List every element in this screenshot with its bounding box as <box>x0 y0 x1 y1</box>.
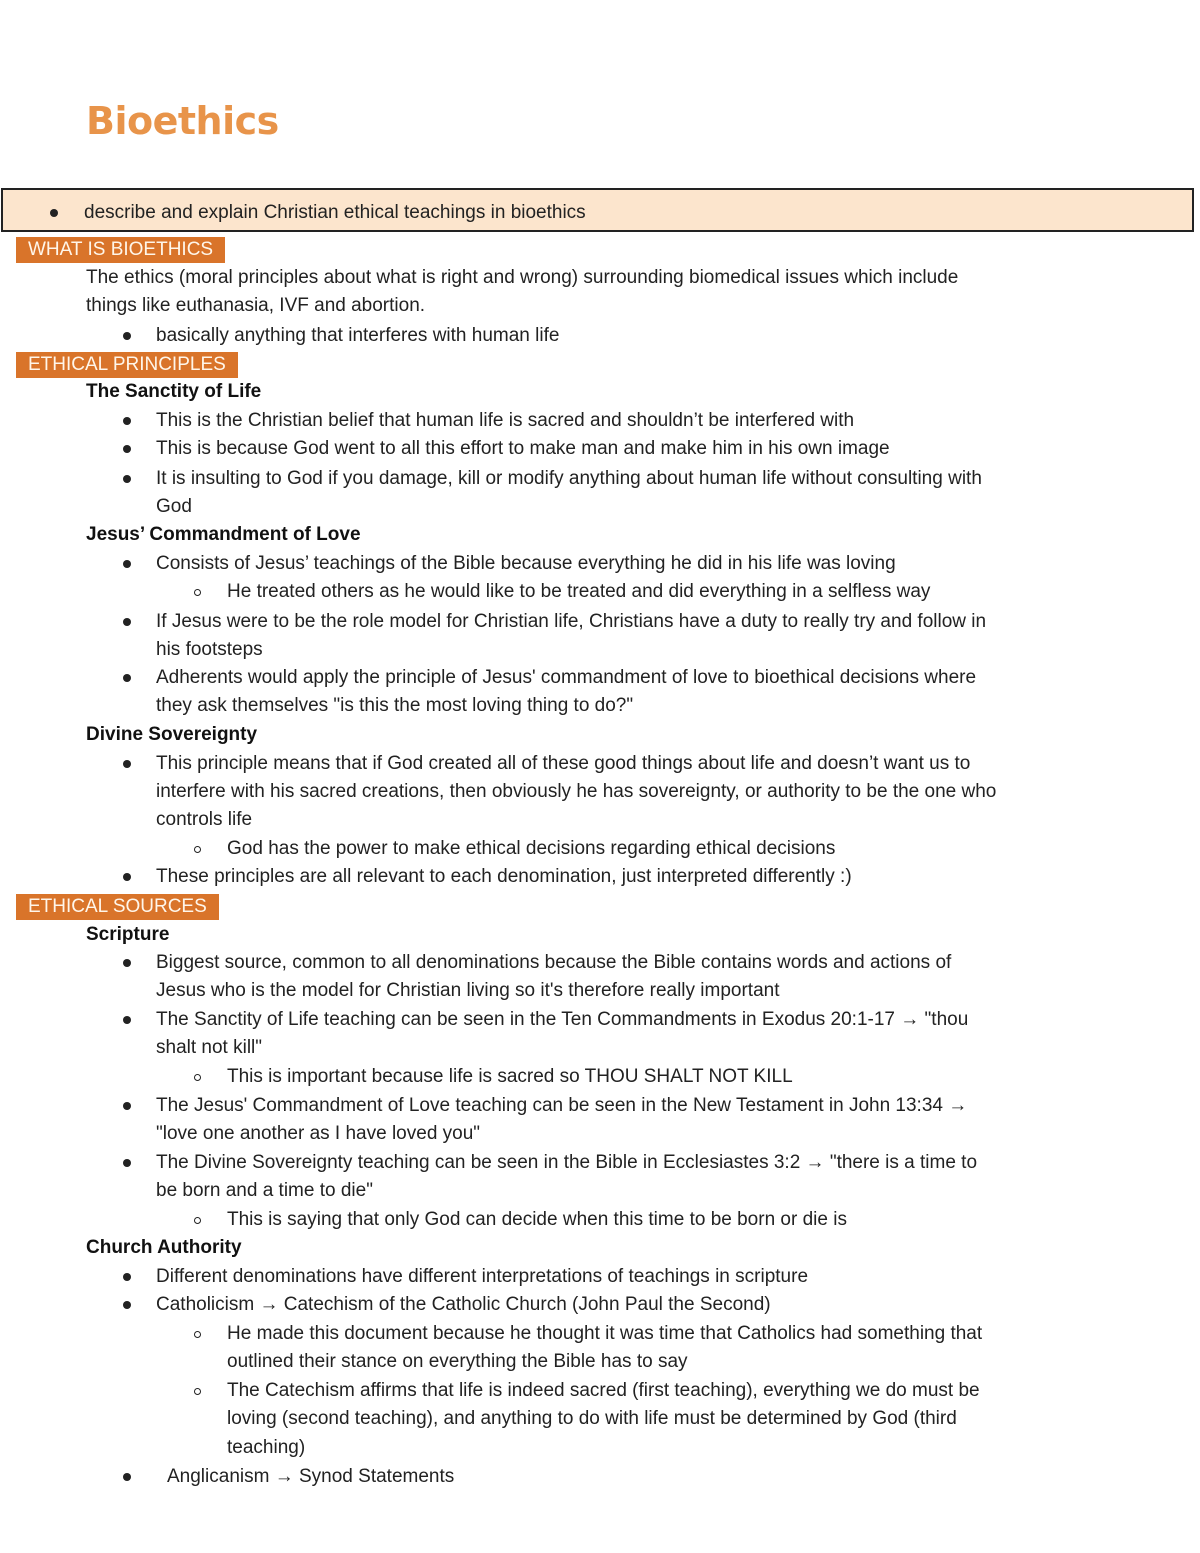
list-item: This is the Christian belief that human life is sacred and shouldn’t be interfered with <box>156 410 855 431</box>
page-title: Bioethics <box>86 99 279 143</box>
bullet-icon <box>123 1159 131 1167</box>
bullet-icon <box>123 475 131 483</box>
hollow-bullet-icon <box>194 1388 201 1395</box>
subheading-church-authority: Church Authority <box>86 1237 242 1258</box>
subheading-commandment-of-love: Jesus’ Commandment of Love <box>86 524 361 545</box>
list-item: The Sanctity of Life teaching can be seen in the Ten Commandments in Exodus 20:1-17 → "thou <box>156 1009 969 1030</box>
list-item: The Jesus' Commandment of Love teaching can be seen in the New Testament in John 13:34 → <box>156 1095 968 1116</box>
list-item-continued: his footsteps <box>156 639 263 660</box>
sub-list-item-continued: loving (second teaching), and anything to do with life must be determined by God (third <box>227 1408 957 1429</box>
list-item-continued: interfere with his sacred creations, then obviously he has sovereignty, or authority to be the one who <box>156 781 997 802</box>
list-item: This principle means that if God created all of these good things about life and doesn’t want us to <box>156 753 971 774</box>
list-item: These principles are all relevant to each denomination, just interpreted differently :) <box>156 866 852 887</box>
sub-list-item: He treated others as he would like to be treated and did everything in a selfless way <box>227 581 931 602</box>
list-item: It is insulting to God if you damage, kill or modify anything about human life without consulting with <box>156 468 982 489</box>
list-item: Adherents would apply the principle of Jesus' commandment of love to bioethical decisions where <box>156 667 977 688</box>
bullet-icon <box>123 1016 131 1024</box>
bullet-icon <box>123 959 131 967</box>
paragraph-line: things like euthanasia, IVF and abortion. <box>86 295 426 316</box>
list-item: This is because God went to all this effort to make man and make him in his own image <box>156 438 890 459</box>
list-item: basically anything that interferes with human life <box>156 325 560 346</box>
list-item: Catholicism → Catechism of the Catholic Church (John Paul the Second) <box>156 1294 771 1315</box>
bullet-icon <box>123 332 131 340</box>
hollow-bullet-icon <box>194 1331 201 1338</box>
list-item: Anglicanism → Synod Statements <box>167 1466 455 1487</box>
bullet-icon <box>50 209 58 217</box>
section-what-is-bioethics: WHAT IS BIOETHICS <box>16 237 225 263</box>
bullet-icon <box>123 1301 131 1309</box>
hollow-bullet-icon <box>194 589 201 596</box>
bullet-icon <box>123 760 131 768</box>
bullet-icon <box>123 873 131 881</box>
paragraph-line: The ethics (moral principles about what is right and wrong) surrounding biomedical issues which include <box>86 267 959 288</box>
section-ethical-principles: ETHICAL PRINCIPLES <box>16 352 238 378</box>
list-item-continued: "love one another as I have loved you" <box>156 1123 481 1144</box>
list-item-continued: Jesus who is the model for Christian living so it's therefore really important <box>156 980 780 1001</box>
bullet-icon <box>123 618 131 626</box>
bullet-icon <box>123 560 131 568</box>
list-item-continued: be born and a time to die" <box>156 1180 373 1201</box>
list-item-continued: God <box>156 496 192 517</box>
hollow-bullet-icon <box>194 1074 201 1081</box>
hollow-bullet-icon <box>194 846 201 853</box>
sub-list-item: The Catechism affirms that life is indeed sacred (first teaching), everything we do must be <box>227 1380 980 1401</box>
list-item-continued: controls life <box>156 809 253 830</box>
list-item: Consists of Jesus’ teachings of the Bible because everything he did in his life was loving <box>156 553 896 574</box>
objective-text: describe and explain Christian ethical teachings in bioethics <box>84 202 586 223</box>
sub-list-item: This is important because life is sacred so THOU SHALT NOT KILL <box>227 1066 793 1087</box>
sub-list-item: God has the power to make ethical decisions regarding ethical decisions <box>227 838 836 859</box>
sub-list-item: This is saying that only God can decide when this time to be born or die is <box>227 1209 847 1230</box>
bullet-icon <box>123 1102 131 1110</box>
list-item-continued: shalt not kill" <box>156 1037 263 1058</box>
subheading-sanctity-of-life: The Sanctity of Life <box>86 381 262 402</box>
subheading-scripture: Scripture <box>86 924 170 945</box>
list-item: Biggest source, common to all denominations because the Bible contains words and actions of <box>156 952 952 973</box>
bullet-icon <box>123 417 131 425</box>
bullet-icon <box>123 1473 131 1481</box>
sub-list-item: He made this document because he thought it was time that Catholics had something that <box>227 1323 983 1344</box>
sub-list-item-continued: teaching) <box>227 1437 306 1458</box>
list-item: Different denominations have different interpretations of teachings in scripture <box>156 1266 809 1287</box>
bullet-icon <box>123 674 131 682</box>
subheading-divine-sovereignty: Divine Sovereignty <box>86 724 258 745</box>
bullet-icon <box>123 1273 131 1281</box>
list-item-continued: they ask themselves "is this the most loving thing to do?" <box>156 695 634 716</box>
section-ethical-sources: ETHICAL SOURCES <box>16 894 219 920</box>
list-item: The Divine Sovereignty teaching can be seen in the Bible in Ecclesiastes 3:2 → "there is a time to <box>156 1152 978 1173</box>
sub-list-item-continued: outlined their stance on everything the Bible has to say <box>227 1351 688 1372</box>
bullet-icon <box>123 445 131 453</box>
list-item: If Jesus were to be the role model for Christian life, Christians have a duty to really try and follow in <box>156 611 987 632</box>
hollow-bullet-icon <box>194 1217 201 1224</box>
